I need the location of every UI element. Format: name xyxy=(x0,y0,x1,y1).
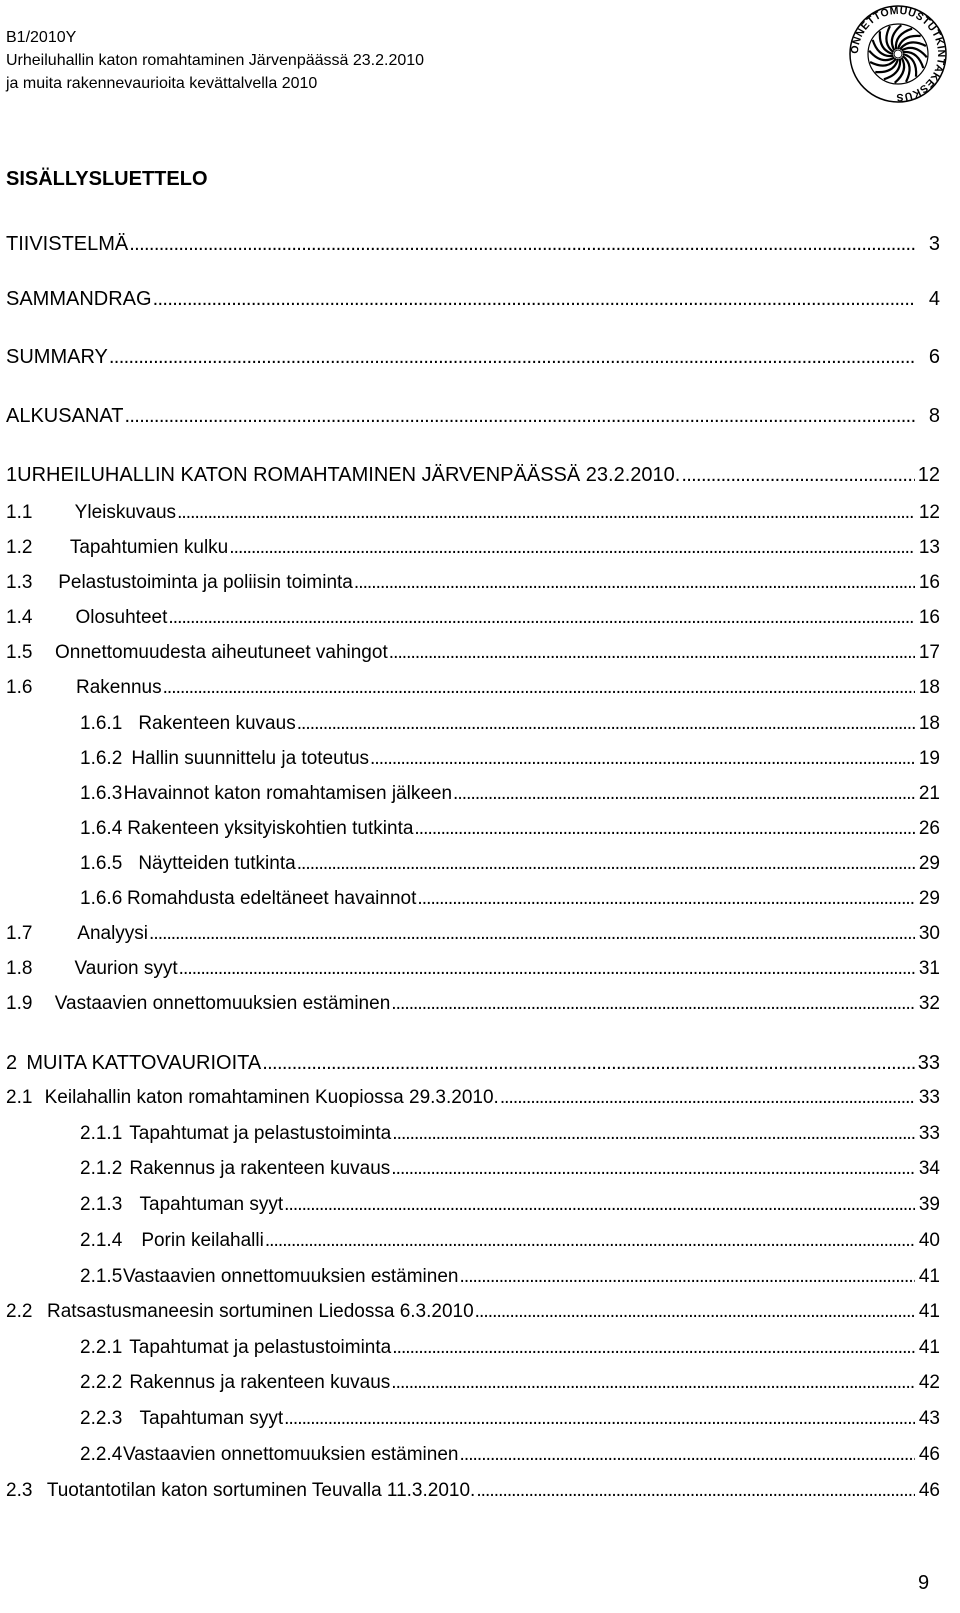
toc-dot-leader xyxy=(153,288,915,311)
toc-dot-leader xyxy=(459,1266,915,1288)
toc-entry-title: TIIVISTELMÄ xyxy=(6,233,129,255)
toc-entry-title: Tapahtuman syyt xyxy=(139,1408,284,1429)
toc-entry-page: 29 xyxy=(918,853,940,874)
toc-entry-title: Romahdusta edeltäneet havainnot xyxy=(126,888,417,909)
toc-entry-title: Rakenteen yksityiskohtien tutkinta xyxy=(127,818,414,839)
header-line-2: ja muita rakennevaurioita kevättalvella 2010 xyxy=(6,75,318,92)
toc-entry-page: 43 xyxy=(918,1408,940,1429)
toc-entry-page: 16 xyxy=(918,572,940,593)
toc-entry-number: 1.5 xyxy=(6,642,33,663)
toc-entry-number: 1.6 xyxy=(6,677,33,698)
toc-dot-leader xyxy=(149,923,915,945)
toc-dot-leader xyxy=(476,1480,915,1502)
toc-entry-page: 33 xyxy=(918,1087,940,1108)
toc-entry-title: Havainnot katon romahtamisen jälkeen xyxy=(123,783,453,804)
toc-entry-number: 1.6.4 xyxy=(80,818,123,839)
toc-entry[interactable] xyxy=(80,818,940,840)
toc-entry-number: 1.2 xyxy=(6,537,33,558)
toc-entry-page: 16 xyxy=(918,607,940,628)
toc-entry[interactable] xyxy=(6,464,940,487)
toc-entry-page: 8 xyxy=(928,405,940,427)
toc-entry-number: 2.3 xyxy=(6,1480,33,1501)
toc-dot-leader xyxy=(265,1230,915,1252)
toc-entry-page: 6 xyxy=(928,346,940,368)
toc-entry-title: Tapahtumien kulku xyxy=(69,537,229,558)
toc-entry-title: URHEILUHALLIN KATON ROMAHTAMINEN JÄRVENPÄÄSSÄ 23.2.2010. xyxy=(17,464,681,486)
toc-entry-title: Rakenteen kuvaus xyxy=(138,713,296,734)
toc-dot-leader xyxy=(475,1301,915,1323)
toc-entry-page: 40 xyxy=(918,1230,940,1251)
toc-entry[interactable] xyxy=(6,572,940,594)
toc-entry[interactable] xyxy=(80,1194,940,1216)
toc-dot-leader xyxy=(500,1087,915,1109)
toc-dot-leader xyxy=(414,818,915,840)
toc-entry-page: 41 xyxy=(918,1337,940,1358)
toc-entry-page: 3 xyxy=(928,233,940,255)
toc-entry-title: Pelastustoiminta ja poliisin toiminta xyxy=(58,572,353,593)
toc-entry-number: 1.8 xyxy=(6,958,33,979)
toc-entry-page: 21 xyxy=(918,783,940,804)
toc-entry-page: 4 xyxy=(928,288,940,310)
toc-entry-number: 1.4 xyxy=(6,607,33,628)
toc-entry[interactable] xyxy=(6,502,940,524)
toc-entry[interactable] xyxy=(6,1301,940,1323)
toc-dot-leader xyxy=(177,502,915,524)
toc-entry-title: Vastaavien onnettomuuksien estäminen xyxy=(54,993,391,1014)
toc-entry-number: 2.1.5 xyxy=(80,1266,123,1287)
toc-entry-number: 1.1 xyxy=(6,502,33,523)
toc-dot-leader xyxy=(370,748,915,770)
toc-dot-leader xyxy=(284,1194,915,1216)
toc-entry-page: 46 xyxy=(918,1480,940,1501)
toc-entry-page: 19 xyxy=(918,748,940,769)
toc-entry[interactable] xyxy=(80,1444,940,1466)
toc-entry-page: 31 xyxy=(918,958,940,979)
toc-entry-number: 2.1 xyxy=(6,1087,33,1108)
toc-dot-leader xyxy=(392,1123,915,1145)
toc-entry-number: 1.6.3 xyxy=(80,783,123,804)
toc-entry[interactable] xyxy=(6,923,940,945)
toc-entry-number: 2.2.2 xyxy=(80,1372,123,1393)
toc-entry-title: Tuotantotilan katon sortuminen Teuvalla 11.3.2010. xyxy=(46,1480,476,1501)
toc-entry-page: 13 xyxy=(918,537,940,558)
toc-entry[interactable] xyxy=(80,748,940,770)
toc-entry[interactable] xyxy=(6,233,940,256)
toc-entry-title: Olosuhteet xyxy=(75,607,168,628)
toc-entry-title: Rakennus xyxy=(76,677,162,698)
toc-entry-number: 2.2.1 xyxy=(80,1337,123,1358)
toc-entry-page: 42 xyxy=(918,1372,940,1393)
toc-entry-title: Tapahtumat ja pelastustoiminta xyxy=(129,1337,392,1358)
toc-entry[interactable] xyxy=(80,1230,940,1252)
toc-entry-number: 1 xyxy=(6,464,18,486)
toc-entry-title: Rakennus ja rakenteen kuvaus xyxy=(129,1372,391,1393)
toc-entry-number: 2.1.4 xyxy=(80,1230,123,1251)
toc-entry-title: Keilahallin katon romahtaminen Kuopiossa 29.3.2010. xyxy=(44,1087,499,1108)
toc-entry-page: 29 xyxy=(918,888,940,909)
toc-entry-title: Vaurion syyt xyxy=(74,958,178,979)
toc-dot-leader xyxy=(129,233,915,256)
toc-dot-leader xyxy=(391,1158,915,1180)
toc-entry[interactable] xyxy=(6,288,940,311)
toc-entry-page: 33 xyxy=(918,1123,940,1144)
page-number: 9 xyxy=(918,1572,930,1594)
toc-entry-number: 2.1.3 xyxy=(80,1194,123,1215)
toc-entry[interactable] xyxy=(6,642,940,664)
toc-entry-number: 2 xyxy=(6,1052,18,1074)
toc-entry-title: Porin keilahalli xyxy=(141,1230,264,1251)
toc-entry-title: Rakennus ja rakenteen kuvaus xyxy=(129,1158,391,1179)
toc-entry-number: 2.1.2 xyxy=(80,1158,123,1179)
toc-entry[interactable] xyxy=(6,346,940,369)
doc-code: B1/2010Y xyxy=(6,29,77,46)
toc-dot-leader xyxy=(392,1337,915,1359)
toc-entry-page: 18 xyxy=(918,713,940,734)
toc-entry-page: 41 xyxy=(918,1266,940,1287)
toc-entry-page: 41 xyxy=(918,1301,940,1322)
toc-dot-leader xyxy=(297,713,915,735)
toc-entry-title: Onnettomuudesta aiheutuneet vahingot xyxy=(54,642,388,663)
toc-dot-leader xyxy=(453,783,915,805)
toc-dot-leader xyxy=(417,888,915,910)
toc-entry-number: 2.2 xyxy=(6,1301,33,1322)
onnettomuustutkintakeskus-seal-icon xyxy=(848,4,948,104)
toc-entry[interactable] xyxy=(80,1337,940,1359)
toc-entry-number: 1.6.2 xyxy=(80,748,123,769)
toc-dot-leader xyxy=(168,607,915,629)
toc-entry-page: 46 xyxy=(918,1444,940,1465)
toc-dot-leader xyxy=(284,1408,915,1430)
toc-entry-number: 2.2.4 xyxy=(80,1444,123,1465)
toc-dot-leader xyxy=(681,464,915,487)
toc-dot-leader xyxy=(459,1444,915,1466)
toc-title: SISÄLLYSLUETTELO xyxy=(6,168,208,190)
toc-entry-number: 1.9 xyxy=(6,993,33,1014)
toc-entry-number: 2.1.1 xyxy=(80,1123,123,1144)
toc-entry[interactable] xyxy=(80,1408,940,1430)
toc-entry[interactable] xyxy=(80,888,940,910)
toc-entry-title: Analyysi xyxy=(77,923,149,944)
toc-entry[interactable] xyxy=(6,1480,940,1502)
toc-dot-leader xyxy=(391,993,915,1015)
toc-entry[interactable] xyxy=(80,1266,940,1288)
toc-entry[interactable] xyxy=(6,537,940,559)
toc-entry-page: 17 xyxy=(918,642,940,663)
toc-entry-page: 32 xyxy=(918,993,940,1014)
toc-entry-title: Yleiskuvaus xyxy=(74,502,177,523)
seal-text: ONNETTOMUUSTUTKINTAKESKUS xyxy=(848,4,948,104)
toc-dot-leader xyxy=(391,1372,915,1394)
toc-entry-title: Ratsastusmaneesin sortuminen Liedossa 6.3.2010 xyxy=(46,1301,474,1322)
toc-entry[interactable] xyxy=(6,1087,940,1109)
toc-entry-number: 1.6.6 xyxy=(80,888,123,909)
toc-entry-page: 12 xyxy=(918,502,940,523)
toc-dot-leader xyxy=(229,537,915,559)
toc-entry[interactable] xyxy=(80,783,940,805)
toc-dot-leader xyxy=(389,642,915,664)
toc-entry-number: 1.7 xyxy=(6,923,33,944)
toc-entry-title: ALKUSANAT xyxy=(6,405,124,427)
toc-entry-title: Hallin suunnittelu ja toteutus xyxy=(131,748,370,769)
toc-entry-page: 33 xyxy=(917,1052,940,1074)
toc-dot-leader xyxy=(179,958,915,980)
toc-entry[interactable] xyxy=(6,607,940,629)
toc-entry-number: 1.6.5 xyxy=(80,853,123,874)
toc-entry-page: 12 xyxy=(917,464,940,486)
toc-entry[interactable] xyxy=(6,958,940,980)
toc-entry[interactable] xyxy=(80,713,940,735)
toc-dot-leader xyxy=(163,677,915,699)
toc-entry-page: 34 xyxy=(918,1158,940,1179)
toc-entry-title: Näytteiden tutkinta xyxy=(138,853,296,874)
running-header xyxy=(6,26,424,95)
toc-entry-page: 39 xyxy=(918,1194,940,1215)
toc-entry-page: 26 xyxy=(918,818,940,839)
toc-dot-leader xyxy=(297,853,915,875)
toc-dot-leader xyxy=(354,572,915,594)
toc-entry-title: SAMMANDRAG xyxy=(6,288,152,310)
toc-entry-title: SUMMARY xyxy=(6,346,108,368)
toc-dot-leader xyxy=(109,346,915,369)
toc-entry-number: 1.6.1 xyxy=(80,713,123,734)
toc-dot-leader xyxy=(262,1052,915,1075)
toc-entry-number: 2.2.3 xyxy=(80,1408,123,1429)
toc-entry-title: Vastaavien onnettomuuksien estäminen xyxy=(122,1444,459,1465)
toc-entry-number: 1.3 xyxy=(6,572,33,593)
toc-entry-title: Tapahtuman syyt xyxy=(139,1194,284,1215)
toc-entry[interactable] xyxy=(6,405,940,428)
toc-entry-title: Tapahtumat ja pelastustoiminta xyxy=(129,1123,392,1144)
toc-entry[interactable] xyxy=(6,1052,940,1075)
toc-entry[interactable] xyxy=(80,1123,940,1145)
toc-entry-page: 18 xyxy=(918,677,940,698)
toc-entry[interactable] xyxy=(80,1372,940,1394)
toc-entry-title: MUITA KATTOVAURIOITA xyxy=(26,1052,262,1074)
toc-entry[interactable] xyxy=(80,853,940,875)
toc-entry-page: 30 xyxy=(918,923,940,944)
toc-entry[interactable] xyxy=(6,993,940,1015)
toc-dot-leader xyxy=(124,405,915,428)
toc-entry[interactable] xyxy=(80,1158,940,1180)
toc-entry-title: Vastaavien onnettomuuksien estäminen xyxy=(122,1266,459,1287)
header-line-1: Urheiluhallin katon romahtaminen Järvenpäässä 23.2.2010 xyxy=(6,52,425,69)
toc-entry[interactable] xyxy=(6,677,940,699)
